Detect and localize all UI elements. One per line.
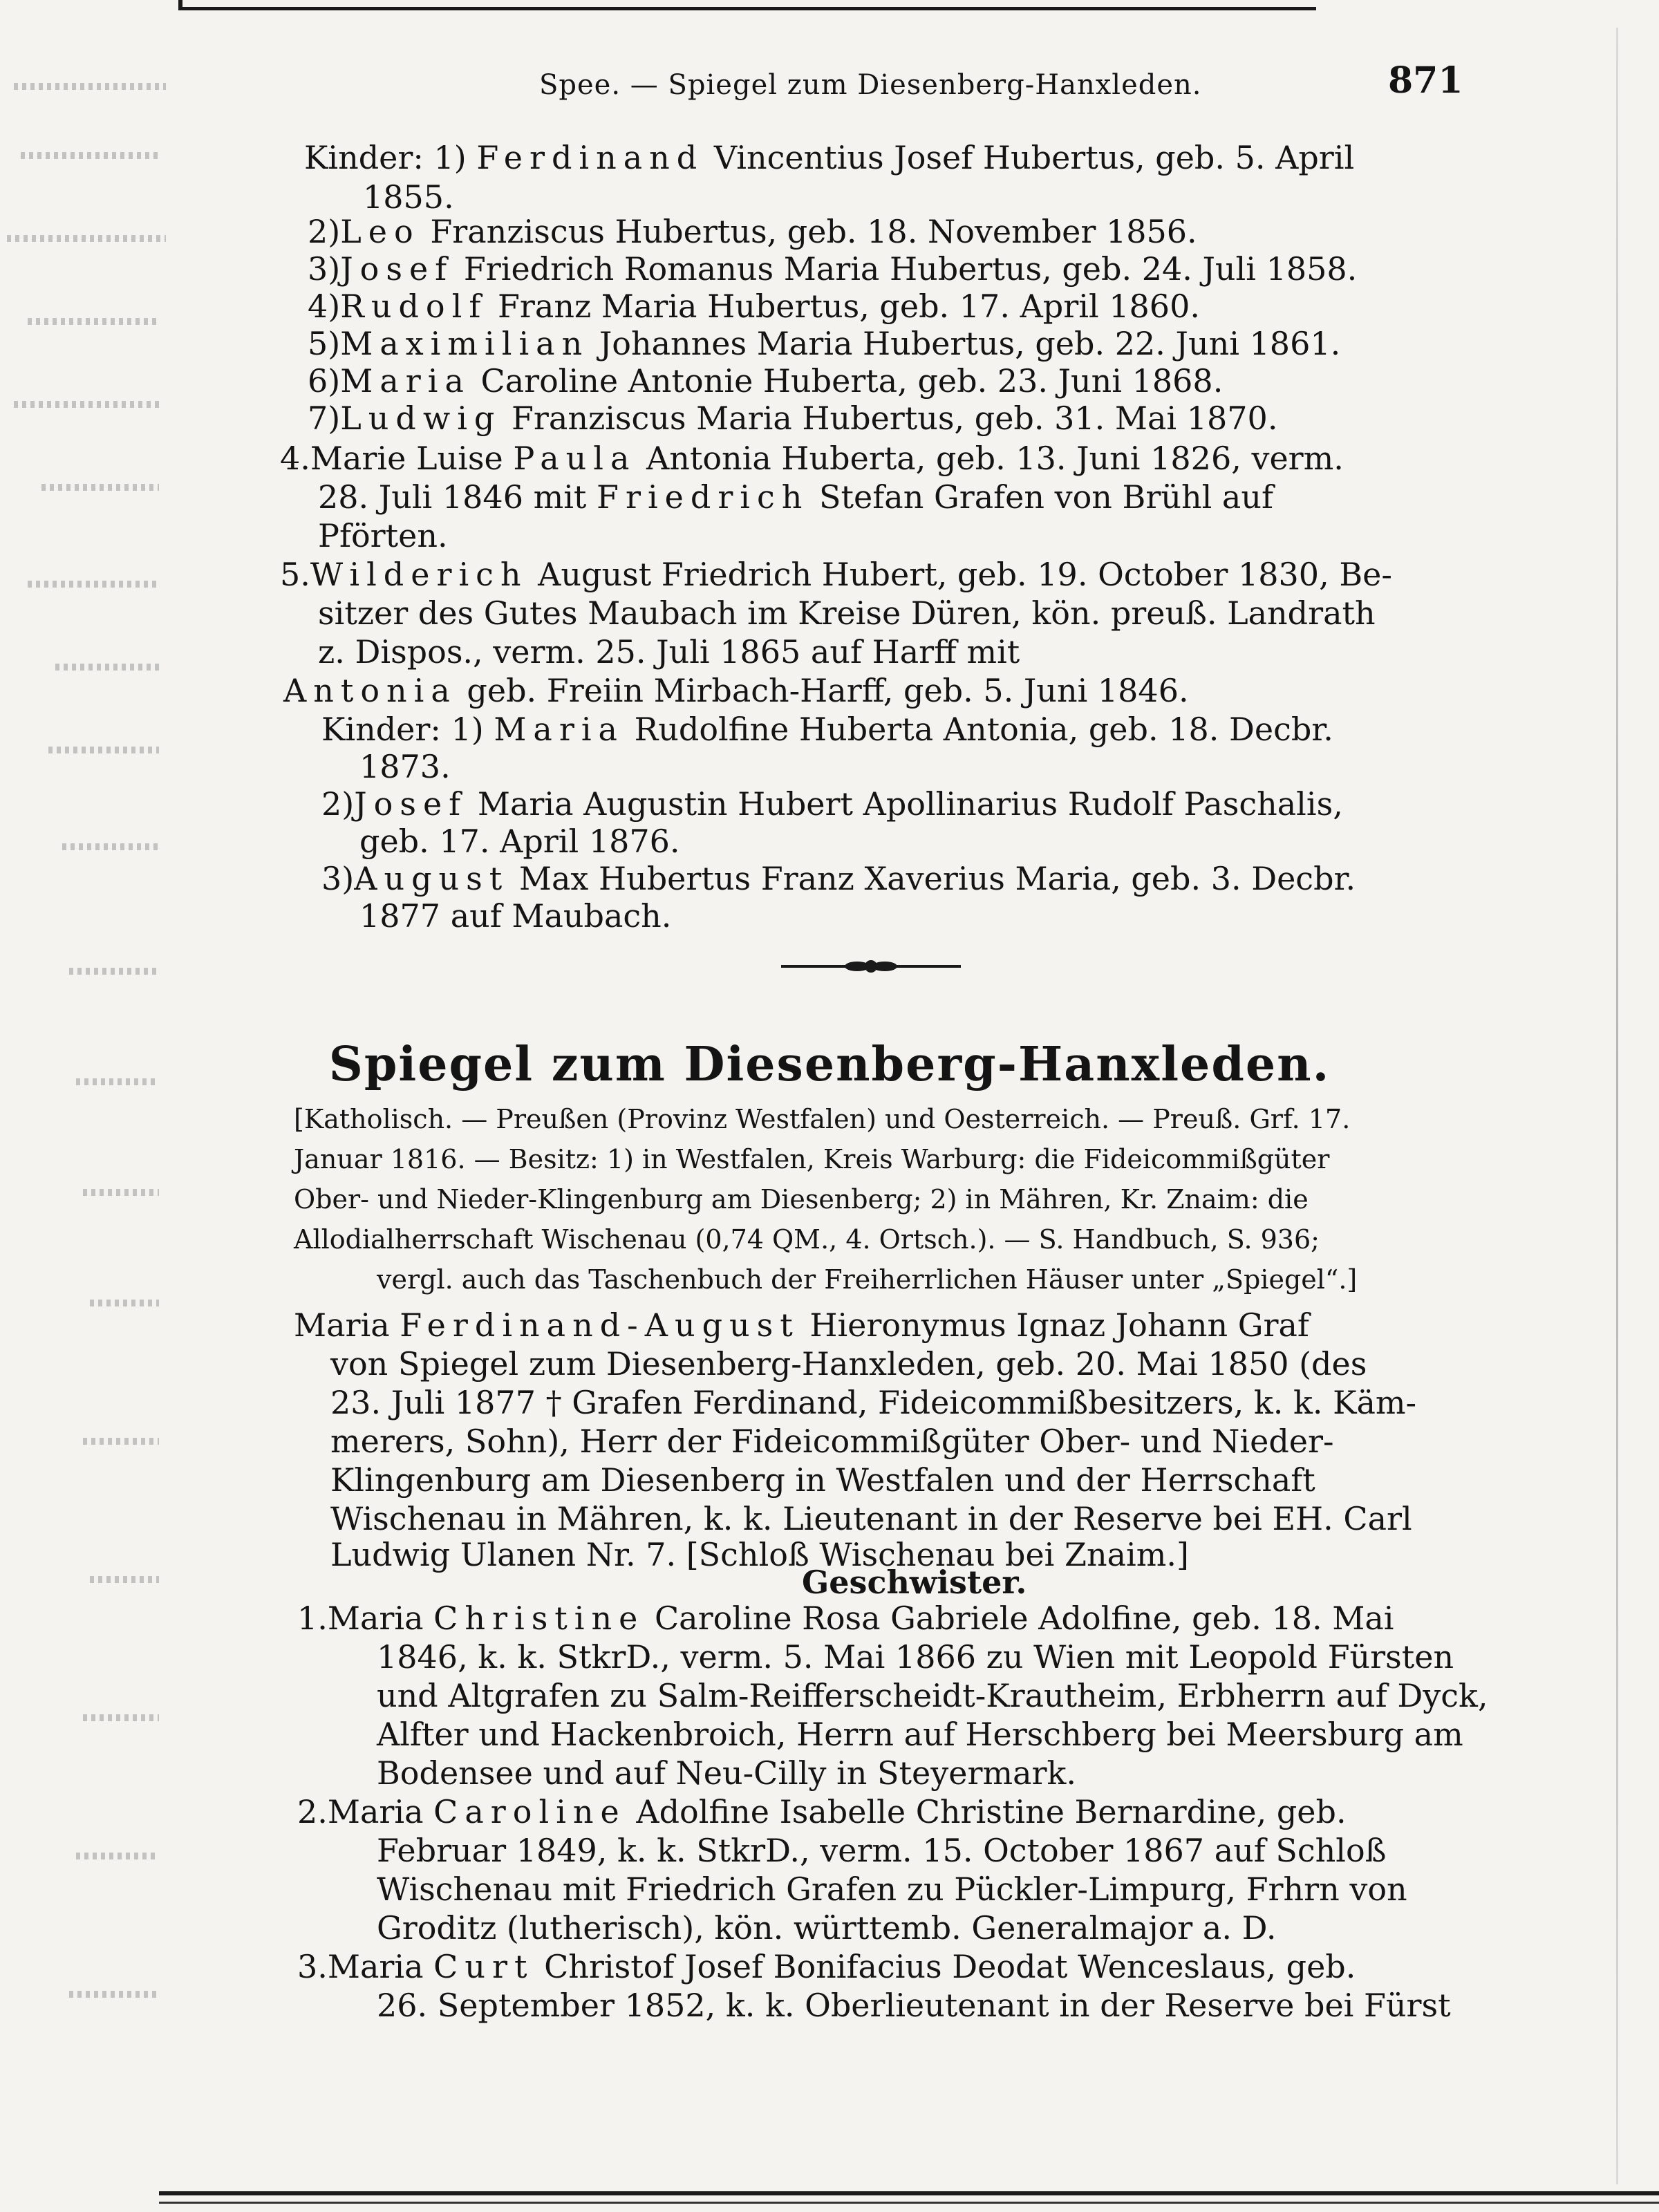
kinder-2-year: 1873. (359, 748, 451, 785)
running-head: Spee. — Spiegel zum Diesenberg-Hanxleden. (539, 69, 1202, 101)
intro-line-5: vergl. auch das Taschenbuch der Freiherrlichen Häuser unter „Spiegel“.] (377, 1264, 1358, 1295)
sibling-1-line-5: Bodensee und auf Neu-Cilly in Steyermark. (377, 1754, 1076, 1792)
head-of-house-line-1: Maria Ferdinand-August Hieronymus Ignaz Johann Graf (294, 1306, 1309, 1344)
child-3: 3)Josef Friedrich Romanus Maria Hubertus, geb. 24. Juli 1858. (308, 250, 1358, 288)
intro-line-3: Ober- und Nieder-Klingenburg am Diesenberg; 2) in Mähren, Kr. Znaim: die (294, 1184, 1309, 1215)
sibling-2-line-2: Februar 1849, k. k. StkrD., verm. 15. October 1867 auf Schloß (377, 1832, 1387, 1869)
entry-5-line-1: 5.Wilderich August Friedrich Hubert, geb. 19. October 1830, Be- (280, 556, 1392, 593)
intro-line-1: [Katholisch. — Preußen (Provinz Westfalen) und Oesterreich. — Preuß. Grf. 17. (294, 1104, 1351, 1134)
kinder-line-1: Kinder: 1) Ferdinand Vincentius Josef Hubertus, geb. 5. April (304, 139, 1355, 176)
kinder-line-1-year: 1855. (363, 178, 454, 216)
sibling-3-line-1: 3.Maria Curt Christof Josef Bonifacius Deodat Wenceslaus, geb. (297, 1948, 1356, 1985)
siblings-heading: Geschwister. (802, 1564, 1027, 1601)
head-of-house-line-2: von Spiegel zum Diesenberg-Hanxleden, geb. 20. Mai 1850 (des (330, 1345, 1367, 1382)
page-number: 871 (1388, 59, 1463, 102)
kinder-2-child-3: 3)August Max Hubertus Franz Xaverius Maria, geb. 3. Decbr. (321, 860, 1356, 897)
entry-5-line-3: z. Dispos., verm. 25. Juli 1865 auf Harff mit (318, 633, 1020, 671)
head-of-house-line-5: Klingenburg am Diesenberg in Westfalen und der Herrschaft (330, 1461, 1315, 1499)
kinder-2-child-2-birth: geb. 17. April 1876. (359, 823, 680, 860)
child-7: 7)Ludwig Franziscus Maria Hubertus, geb. 31. Mai 1870. (308, 400, 1278, 437)
section-title: Spiegel zum Diesenberg-Hanxleden. (328, 1037, 1331, 1092)
entry-5-wife: Antonia geb. Freiin Mirbach-Harff, geb. 5. Juni 1846. (283, 672, 1189, 709)
sibling-1-line-4: Alfter und Hackenbroich, Herrn auf Herschberg bei Meersburg am (377, 1716, 1463, 1753)
sibling-3-line-2: 26. September 1852, k. k. Oberlieutenant in der Reserve bei Fürst (377, 1987, 1451, 2024)
ornament-divider-icon (781, 953, 961, 980)
sibling-2-line-4: Groditz (lutherisch), kön. württemb. Generalmajor a. D. (377, 1909, 1277, 1947)
kinder-2-child-3-birth: 1877 auf Maubach. (359, 897, 672, 935)
head-of-house-line-7: Ludwig Ulanen Nr. 7. [Schloß Wischenau bei Znaim.] (330, 1536, 1189, 1573)
kinder-2-line-1: Kinder: 1) Maria Rudolfine Huberta Antonia, geb. 18. Decbr. (321, 711, 1333, 748)
bottom-edge-rule (159, 2191, 1659, 2200)
child-5: 5)Maximilian Johannes Maria Hubertus, geb. 22. Juni 1861. (308, 325, 1341, 362)
intro-line-2: Januar 1816. — Besitz: 1) in Westfalen, Kreis Warburg: die Fideicommißgüter (294, 1144, 1330, 1174)
entry-4-line-1: 4.Marie Luise Paula Antonia Huberta, geb. 13. Juni 1826, verm. (280, 440, 1344, 477)
sibling-1-line-1: 1.Maria Christine Caroline Rosa Gabriele Adolfine, geb. 18. Mai (297, 1600, 1394, 1637)
child-2: 2)Leo Franziscus Hubertus, geb. 18. November 1856. (308, 213, 1197, 250)
entry-5-line-2: sitzer des Gutes Maubach im Kreise Düren, kön. preuß. Landrath (318, 594, 1376, 632)
top-edge-rule (178, 0, 1316, 10)
sibling-1-line-2: 1846, k. k. StkrD., verm. 5. Mai 1866 zu Wien mit Leopold Fürsten (377, 1638, 1454, 1676)
child-4: 4)Rudolf Franz Maria Hubertus, geb. 17. April 1860. (308, 288, 1200, 325)
entry-4-line-3: Pförten. (318, 517, 448, 554)
child-6: 6)Maria Caroline Antonie Huberta, geb. 23. Juni 1868. (308, 362, 1224, 400)
head-of-house-line-4: merers, Sohn), Herr der Fideicommißgüter Ober- und Nieder- (330, 1423, 1334, 1460)
kinder-2-child-2: 2)Josef Maria Augustin Hubert Apollinarius Rudolf Paschalis, (321, 785, 1343, 823)
entry-4-line-2: 28. Juli 1846 mit Friedrich Stefan Grafen von Brühl auf (318, 478, 1274, 516)
head-of-house-line-6: Wischenau in Mähren, k. k. Lieutenant in der Reserve bei EH. Carl (330, 1500, 1412, 1537)
right-page-edge (1616, 28, 1618, 2184)
sibling-2-line-3: Wischenau mit Friedrich Grafen zu Pückler-Limpurg, Frhrn von (377, 1871, 1407, 1908)
head-of-house-line-3: 23. Juli 1877 † Grafen Ferdinand, Fideicommißbesitzers, k. k. Käm- (330, 1384, 1417, 1421)
sibling-2-line-1: 2.Maria Caroline Adolfine Isabelle Christine Bernardine, geb. (297, 1793, 1347, 1830)
intro-line-4: Allodialherrschaft Wischenau (0,74 QM., 4. Ortsch.). — S. Handbuch, S. 936; (294, 1224, 1320, 1255)
sibling-1-line-3: und Altgrafen zu Salm-Reifferscheidt-Krautheim, Erbherrn auf Dyck, (377, 1677, 1488, 1714)
bottom-edge-rule-inner (159, 2202, 1659, 2206)
